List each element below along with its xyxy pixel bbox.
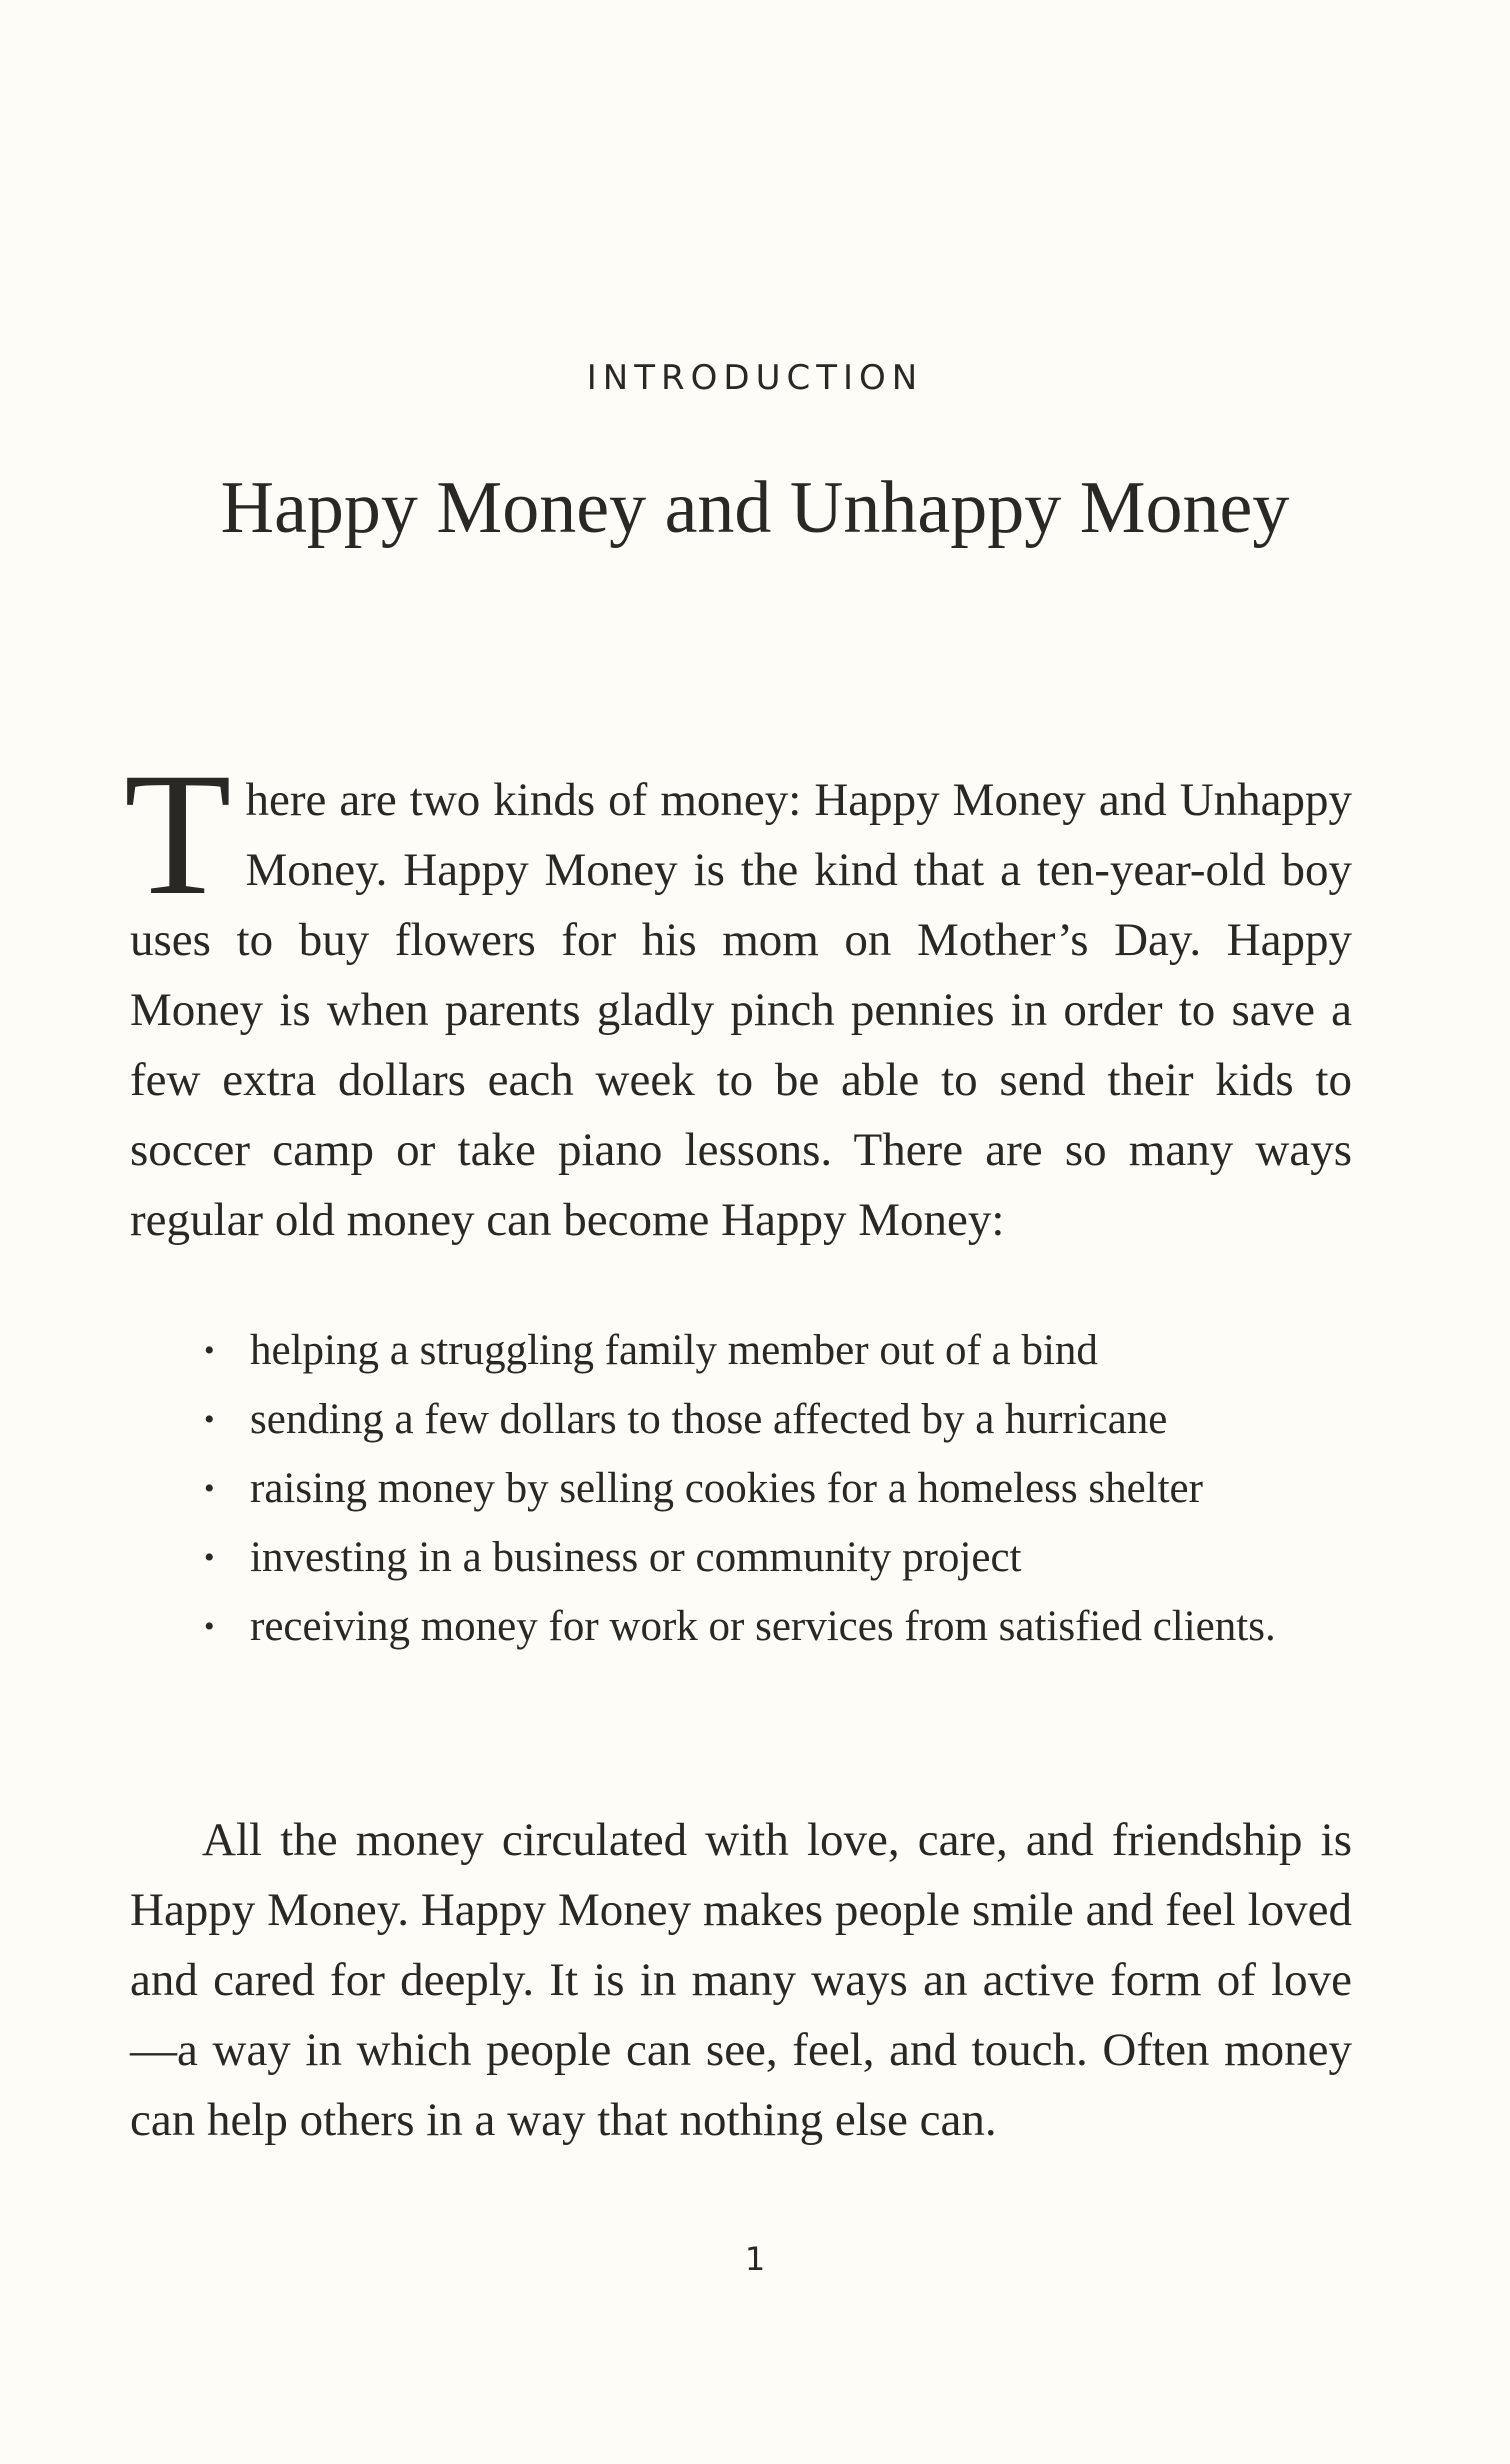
happy-money-list: [200, 1316, 1320, 1661]
opening-paragraph-text: here are two kinds of money: Happy Money and Unhappy Money. Happy Money is the kind that a ten-year-old boy uses to buy flowers for his mom on Mother’s Day. Happy Money is when parents gladly pinch pennies in order to save a few extra dollars each week to be able to send their kids to soccer camp or take piano lessons. There are so many ways regular old money can become Happy Money:: [130, 774, 1352, 1246]
list-item: • receiving money for work or services from satisfied clients.: [200, 1592, 1320, 1661]
bullet-icon: •: [204, 1541, 215, 1574]
second-paragraph: All the money circulated with love, care, and friendship is Happy Money. Happy Money makes people smile and feel loved and cared for deeply. It is in many ways an active form of love—a way in which people can see, feel, and touch. Often money can help others in a way that nothing else can.: [130, 1814, 1352, 2146]
bullet-icon: •: [204, 1334, 215, 1367]
list-item: • investing in a business or community project: [200, 1523, 1320, 1592]
list-item: • raising money by selling cookies for a homeless shelter: [200, 1454, 1320, 1523]
list-item: • sending a few dollars to those affected by a hurricane: [200, 1385, 1320, 1454]
drop-cap: T: [124, 737, 232, 932]
bullet-icon: •: [204, 1403, 215, 1436]
bullet-icon: •: [204, 1472, 215, 1505]
page-number: 1: [744, 2240, 766, 2278]
chapter-title: Happy Money and Unhappy Money: [220, 467, 1290, 549]
list-item: • helping a struggling family member out of a bind: [200, 1316, 1320, 1385]
opening-paragraph: [124, 737, 1352, 1255]
bullet-icon: •: [204, 1610, 215, 1643]
chapter-label: INTRODUCTION: [586, 358, 924, 398]
